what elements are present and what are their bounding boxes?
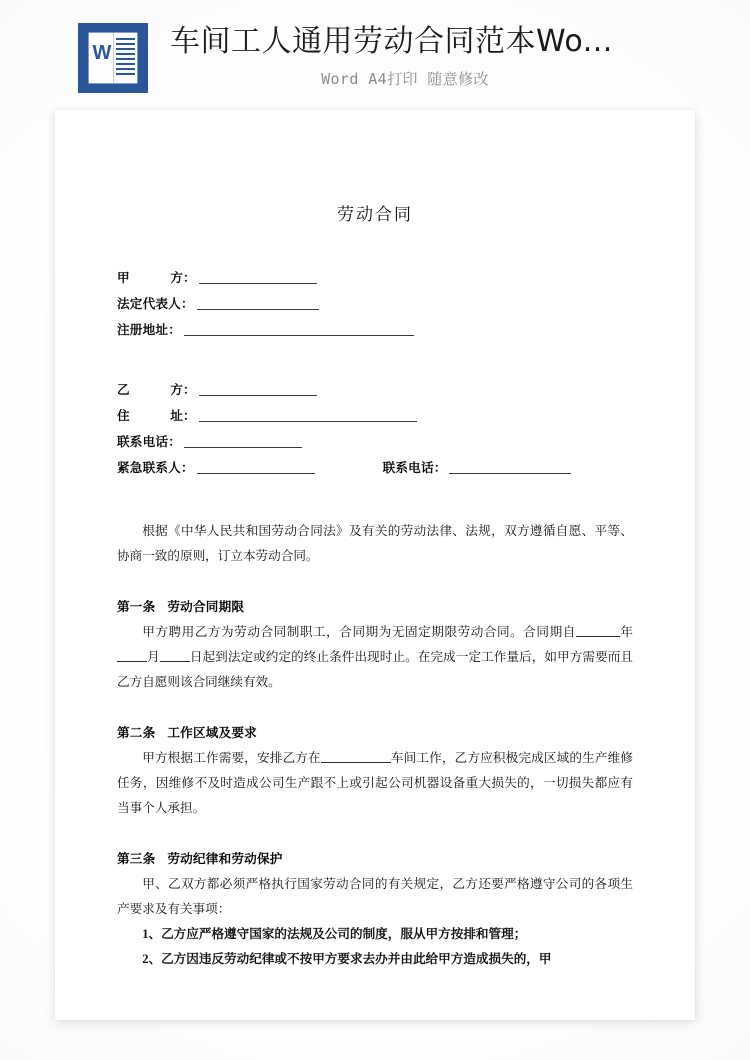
article-1-blank-year[interactable] xyxy=(576,624,620,637)
intro-paragraph: 根据《中华人民共和国劳动合同法》及有关的劳动法律、法规，双方遵循自愿、平等、协商一致的原则，订立本劳动合同。 xyxy=(117,524,633,563)
article-1-text-part1: 甲方聘用乙方为劳动合同制职工，合同期为无固定期限劳动合同。合同期自 xyxy=(142,625,576,639)
article-2 xyxy=(117,721,633,821)
field-colon: ： xyxy=(433,461,447,475)
field-row-legal-rep xyxy=(117,291,633,317)
field-colon: ： xyxy=(180,461,194,475)
field-row-registered-address xyxy=(117,317,633,343)
document-page xyxy=(55,110,695,1020)
field-colon: ： xyxy=(183,271,196,285)
party-b-field-group xyxy=(117,377,633,481)
article-3-item-2: 2、乙方因违反劳动纪律或不按甲方要求去办并由此给甲方造成损失的，甲 xyxy=(142,952,552,966)
field-label-emergency-phone: 联系电话 xyxy=(382,461,434,475)
word-icon-text-lines xyxy=(116,38,135,78)
party-a-field-group xyxy=(117,265,633,343)
article-1-blank-month[interactable] xyxy=(117,649,147,662)
article-3-body: 甲、乙双方都必须严格执行国家劳动合同的有关规定，乙方还要严格遵守公司的各项生产要求及有关事项： xyxy=(117,877,633,916)
field-row-phone xyxy=(117,429,633,455)
document-content xyxy=(55,110,695,1020)
article-2-text-part2: 车间工作，乙方应积极完成区域的生产维修任务，因维修不及时造成公司生产跟不上或引起公司机器设备重大损失的，一切损失都应有当事个人承担。 xyxy=(117,751,634,815)
field-label-party-b: 乙 方 xyxy=(117,383,183,397)
article-3 xyxy=(117,847,633,972)
field-colon: ： xyxy=(168,323,181,337)
article-3-item-1: 1、乙方应严格遵守国家的法规及公司的制度，服从甲方按排和管理； xyxy=(142,927,527,941)
field-label-party-a: 甲 方 xyxy=(117,271,183,285)
field-blank-party-a[interactable] xyxy=(199,270,317,284)
contract-title: 劳动合同 xyxy=(337,205,413,225)
field-colon: ： xyxy=(180,297,194,311)
field-label-phone: 联系电话 xyxy=(117,435,169,449)
field-blank-address[interactable] xyxy=(199,408,417,422)
article-1-heading xyxy=(117,595,633,620)
article-2-number: 第二条 xyxy=(117,726,156,740)
word-document-icon xyxy=(78,23,148,93)
page-subtitle: Word A4打印 随意修改 xyxy=(321,70,489,88)
article-2-text-part1: 甲方根据工作需要，安排乙方在 xyxy=(142,751,321,765)
article-2-title: 工作区域及要求 xyxy=(167,726,257,740)
article-1-body xyxy=(117,620,633,695)
field-blank-registered-address[interactable] xyxy=(184,322,414,336)
article-1-number: 第一条 xyxy=(117,600,156,614)
preview-header xyxy=(0,0,750,110)
field-row-emergency-contact xyxy=(117,455,633,481)
article-1-unit-month: 月 xyxy=(147,650,160,664)
article-3-heading xyxy=(117,847,633,872)
field-colon: ： xyxy=(183,383,196,397)
field-blank-legal-rep[interactable] xyxy=(197,296,319,310)
field-label-registered-address: 注册地址 xyxy=(117,323,169,337)
article-1-text-part2: 日起到法定或约定的终止条件出现时止。在完成一定工作量后，如甲方需要而且乙方自愿则该合同继续有效。 xyxy=(117,650,634,689)
article-1-unit-year: 年 xyxy=(619,625,634,639)
field-blank-party-b[interactable] xyxy=(199,382,317,396)
field-label-address: 住 址 xyxy=(117,409,183,423)
header-text-block xyxy=(170,20,750,92)
article-2-heading xyxy=(117,721,633,746)
article-2-blank-workshop[interactable] xyxy=(321,750,391,763)
field-row-party-a xyxy=(117,265,633,291)
field-colon: ： xyxy=(183,409,196,423)
field-colon: ： xyxy=(168,435,181,449)
word-icon-letter: W xyxy=(92,42,112,64)
article-1-title: 劳动合同期限 xyxy=(167,600,245,614)
field-blank-emergency-contact[interactable] xyxy=(197,460,315,474)
article-2-body xyxy=(117,746,633,821)
field-blank-phone[interactable] xyxy=(184,434,302,448)
article-3-number: 第三条 xyxy=(117,852,156,866)
article-1-blank-day[interactable] xyxy=(160,649,190,662)
field-label-emergency-contact: 紧急联系人 xyxy=(117,461,181,475)
article-3-title: 劳动纪律和劳动保护 xyxy=(167,852,283,866)
page-title: 车间工人通用劳动合同范本Wo... xyxy=(170,24,613,59)
field-row-party-b xyxy=(117,377,633,403)
field-blank-emergency-phone[interactable] xyxy=(449,460,571,474)
field-label-legal-rep: 法定代表人 xyxy=(117,297,181,311)
article-1 xyxy=(117,595,633,695)
field-row-address xyxy=(117,403,633,429)
